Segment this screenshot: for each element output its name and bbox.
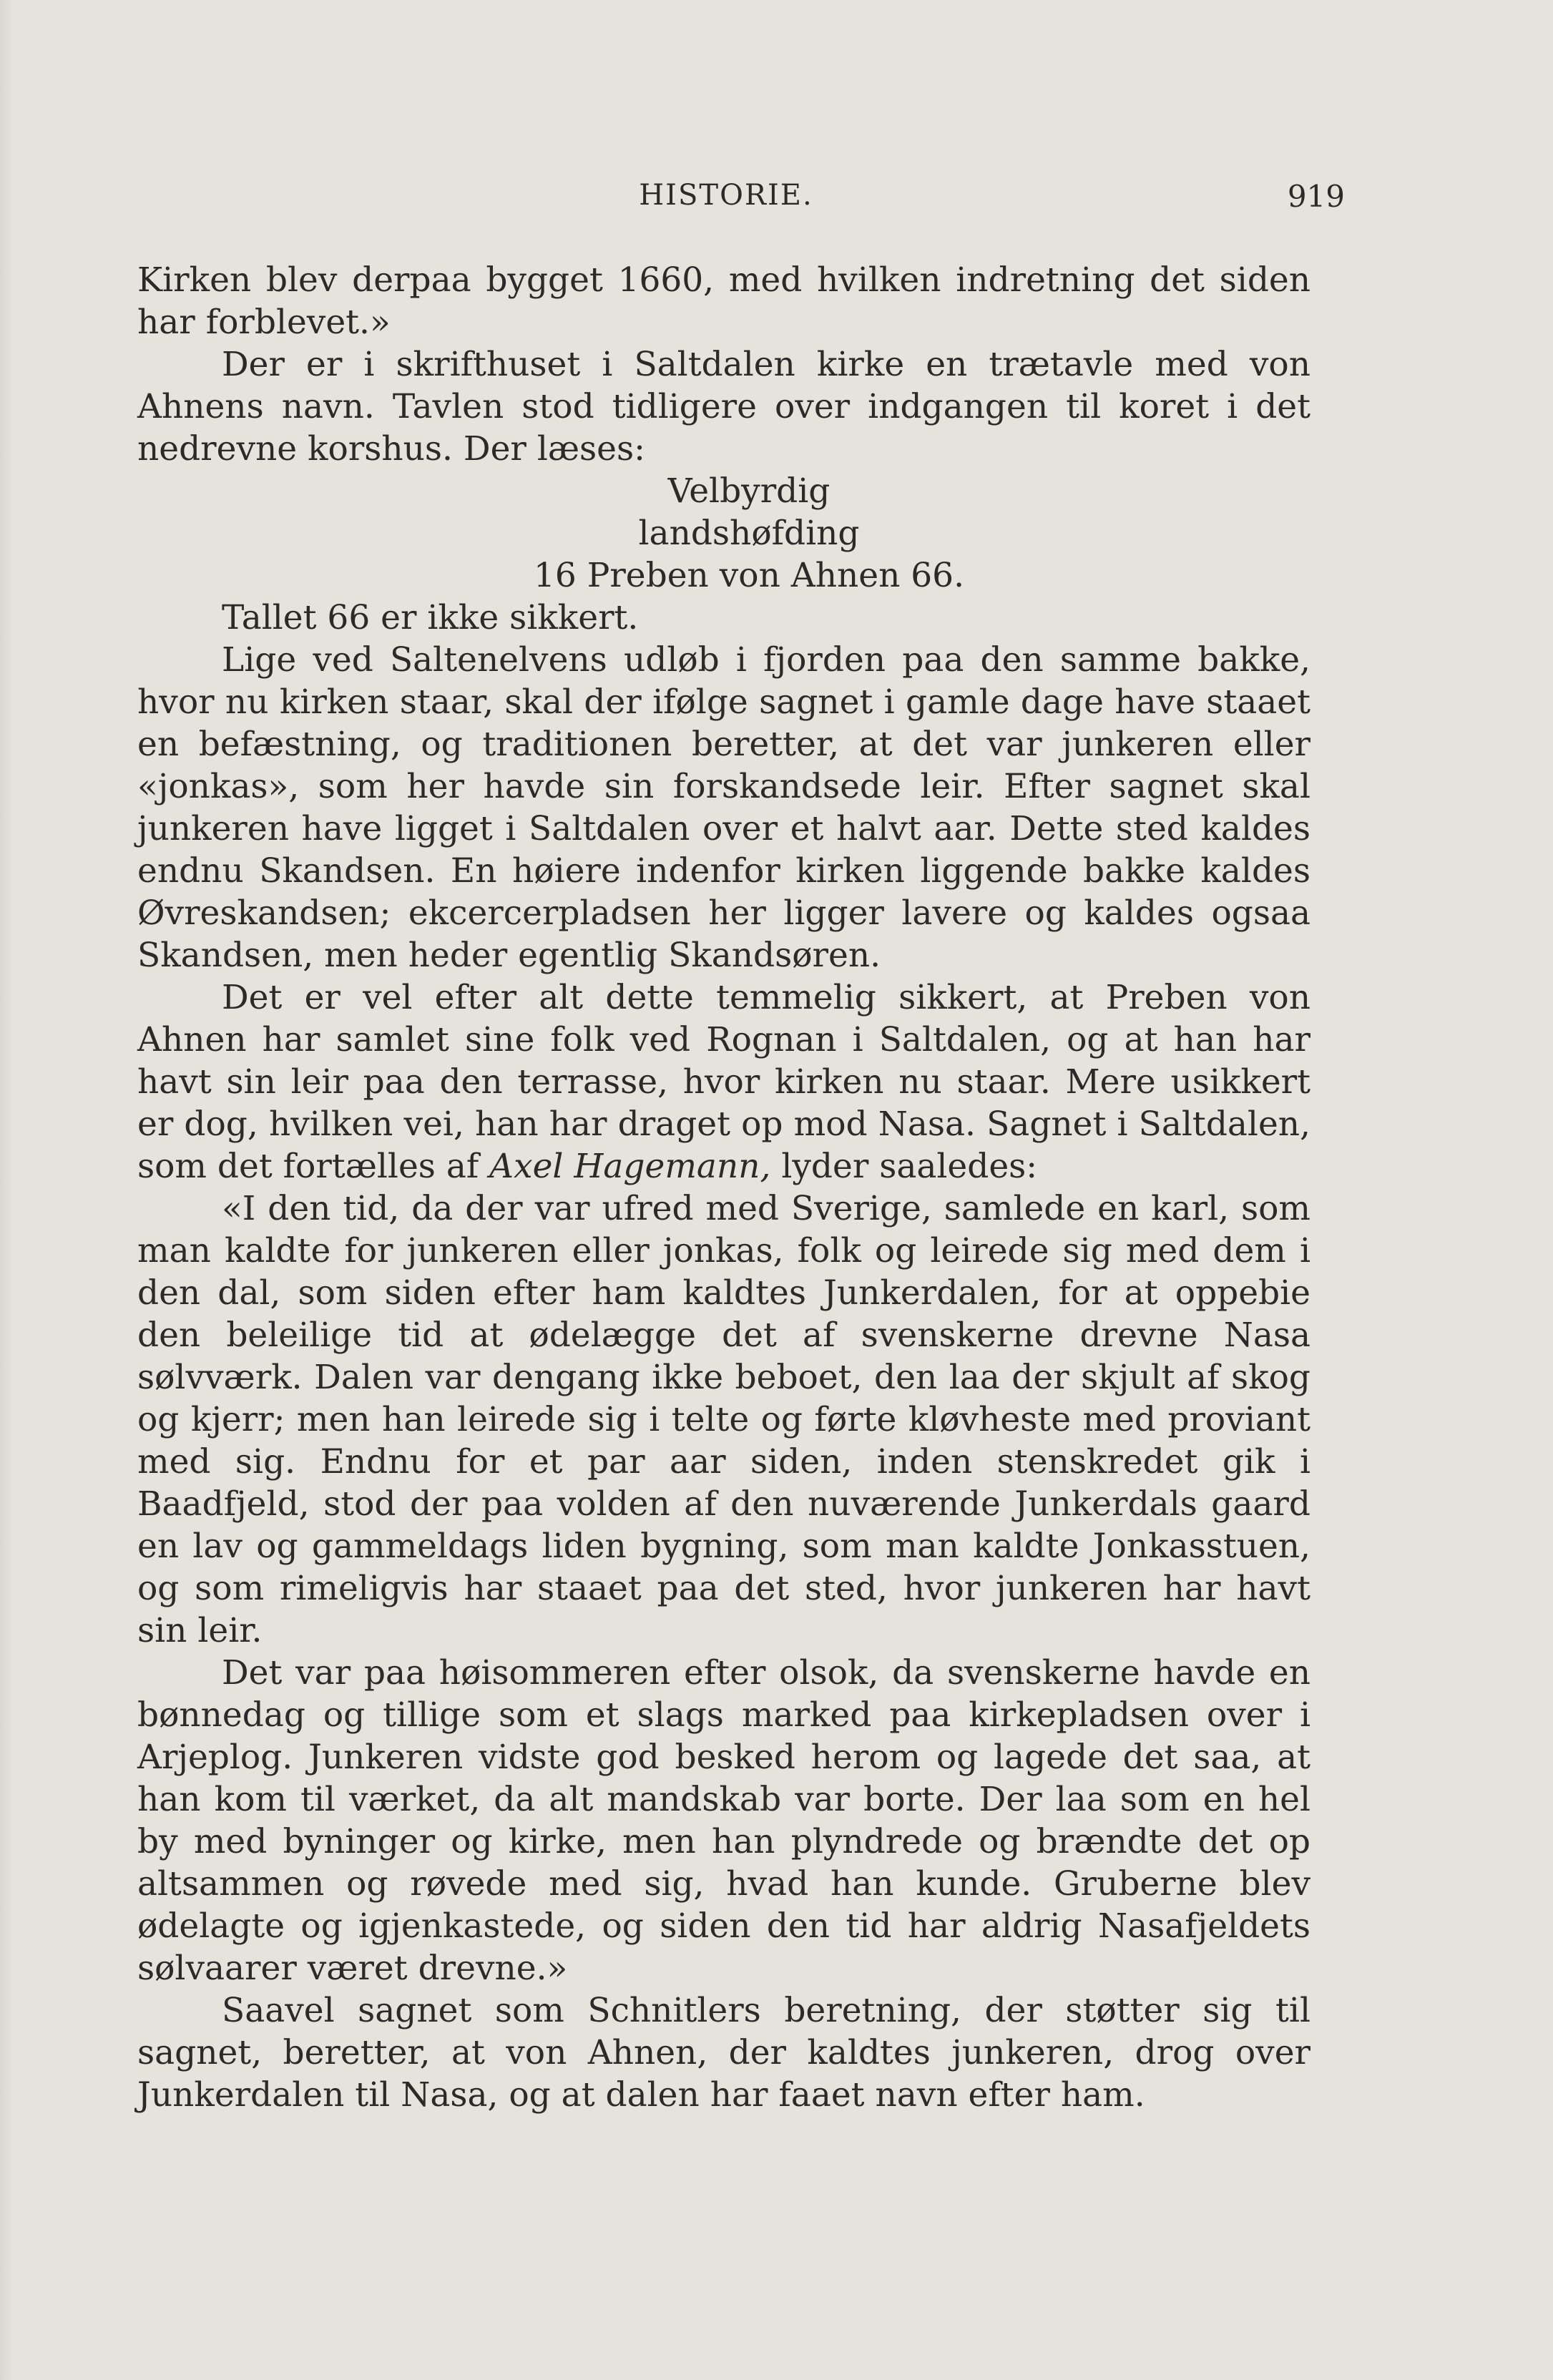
paragraph-7: Det var paa høisommeren efter olsok, da svenskerne havde en bønnedag og tillige som et slags marked paa kirkepladsen over i Arjeplog. Junkeren vidste god besked herom og lagede det saa, at han kom til værket, da alt mandskab var borte. Der laa som en hel by med byninger og kirke, men han plyndrede og brændte det op altsammen og røvede med sig, hvad han kunde. Gruberne blev ødelagte og igjenkastede, og siden den tid har aldrig Nasafjeldets sølvaarer været drevne.» xyxy=(137,1653,1311,1988)
page-edge xyxy=(0,0,13,2380)
paragraph-5-text: Det er vel efter alt dette temmelig sikkert, at Preben von Ahnen har samlet sine folk ved Rognan i Saltdalen, og at han har havt sin leir paa den terrasse, hvor kirken nu staar. Mere usikkert er dog, hvilken vei, han har draget op mod Nasa. Sagnet i Saltdalen, som det fortælles af xyxy=(137,978,1311,1186)
paragraph-2: Der er i skrifthuset i Saltdalen kirke en trætavle med von Ahnens navn. Tavlen stod tidligere over indgangen til koret i det nedrevne korshus. Der læses: xyxy=(137,345,1311,469)
paragraph-3: Tallet 66 er ikke sikkert. xyxy=(222,598,639,637)
inscription-line-1: Velbyrdig xyxy=(667,471,831,511)
page-header xyxy=(107,179,1345,222)
inscription xyxy=(137,470,1311,597)
paragraph-1: Kirken blev derpaa bygget 1660, med hvilken indretning det siden har forblevet.» xyxy=(137,260,1311,342)
paragraph-6: «I den tid, da der var ufred med Sverige, samlede en karl, som man kaldte for junkeren eller jonkas, folk og leirede sig med dem i den dal, som siden efter ham kaldtes Junkerdalen, for at oppebie den beleilige tid at ødelægge det af svenskerne drevne Nasa sølvværk. Dalen var dengang ikke beboet, den laa der skjult af skog og kjerr; men han leirede sig i telte og førte kløvheste med proviant med sig. Endnu for et par aar siden, inden stenskredet gik i Baadfjeld, stod der paa volden af den nuværende Junkerdals gaard en lav og gammeldags liden bygning, som man kaldte Jonkasstuen, og som rimeligvis har staaet paa det sted, hvor junkeren har havt sin leir. xyxy=(137,1189,1311,1650)
inscription-line-2: landshøfding xyxy=(638,514,860,553)
body-text xyxy=(137,259,1311,2116)
paragraph-4: Lige ved Saltenelvens udløb i fjorden paa den samme bakke, hvor nu kirken staar, skal der ifølge sagnet i gamle dage have staaet en befæstning, og traditionen beretter, at det var junkeren eller «jonkas», som her havde sin forskandsede leir. Efter sagnet skal junkeren have ligget i Saltdalen over et halvt aar. Dette sted kaldes endnu Skandsen. En høiere indenfor kirken liggende bakke kaldes Øvreskandsen; ekcercerpladsen her ligger lavere og kaldes ogsaa Skandsen, men heder egentlig Skandsøren. xyxy=(137,640,1311,975)
paragraph-5-end: lyder saaledes: xyxy=(770,1147,1038,1186)
paragraph-8: Saavel sagnet som Schnitlers beretning, der støtter sig til sagnet, beretter, at von Ahnen, der kaldtes junkeren, drog over Junkerdalen til Nasa, og at dalen har faaet navn efter ham. xyxy=(137,1991,1311,2115)
author-name: Axel Hagemann, xyxy=(489,1147,771,1186)
page-number: 919 xyxy=(1287,179,1345,214)
paragraph-5 xyxy=(137,976,1311,1187)
inscription-line-3: 16 Preben von Ahnen 66. xyxy=(533,556,965,595)
running-head: HISTORIE. xyxy=(639,179,813,212)
